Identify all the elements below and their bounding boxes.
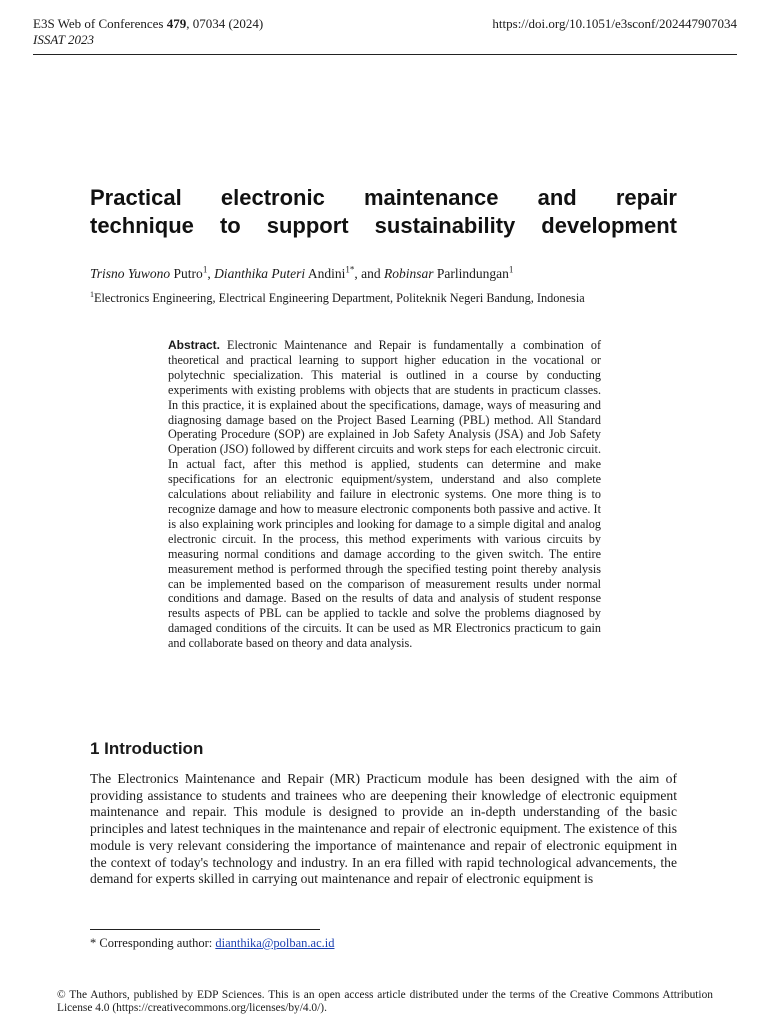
- doi-link[interactable]: https://doi.org/10.1051/e3sconf/202447907034: [492, 16, 737, 31]
- corresponding-author-footnote: [90, 935, 334, 951]
- conference-name: ISSAT 2023: [33, 32, 95, 47]
- journal-volume: 479: [166, 16, 187, 31]
- paper-title-line-2: technique to support sustainability development: [90, 213, 677, 238]
- author-separator: , and: [354, 266, 384, 281]
- author-3-given: Robinsar: [383, 266, 434, 281]
- author-3-affil-mark: 1: [508, 264, 514, 275]
- article-number: , 07034 (2024): [186, 16, 264, 31]
- introduction-paragraph: The Electronics Maintenance and Repair (MR) Practicum module has been designed with the aim of providing assistance to students and trainees who are deepening their knowledge of electronic equipment maintenance and repair. This module is designed to provide an in-depth understanding of the basic principles and latest techniques in the maintenance and repair of electronic equipment. The existence of this module is very relevant considering the importance of maintenance and repair of electronic equipment in the context of today's technology and industry. In an era filled with rapid technological advancements, the demand for experts skilled in carrying out maintenance and repair of electronic equipment is: [90, 771, 677, 887]
- footnote-label: * Corresponding author:: [90, 936, 216, 950]
- paper-title: [90, 184, 677, 240]
- author-1-family: Putro: [173, 266, 203, 281]
- journal-name: E3S Web of Conferences: [33, 16, 164, 31]
- abstract-label: Abstract.: [168, 338, 221, 352]
- author-list: [90, 265, 513, 283]
- author-3-family: Parlindungan: [436, 266, 509, 281]
- header-divider: [33, 54, 737, 55]
- author-2-family: Andini: [307, 266, 346, 281]
- paper-title-line-1: Practical electronic maintenance and repair: [90, 185, 677, 210]
- author-separator: ,: [207, 266, 215, 281]
- abstract: [168, 338, 601, 651]
- license-notice: © The Authors, published by EDP Sciences. This is an open access article distributed under the terms of the Creative Commons Attribution License 4.0 (https://creativecommons.org/licenses/by/4.0/).: [57, 989, 713, 1014]
- author-1-given: Trisno Yuwono: [90, 266, 171, 281]
- abstract-text: Electronic Maintenance and Repair is fundamentally a combination of theoretical and practical learning to support higher education in the vocational or polytechnic specialization. This material is outlined in a course by conducting experiments with existing problems with objects that are students in practicum classes. In this practice, it is explained about the specifications, damage, ways of measuring and diagnosing damage based on the Project Based Learning (PBL) method. All Standard Operating Procedure (SOP) are explained in Job Safety Analysis (JSA) and Job Safety Operation (JSO) followed by different circuits and work steps for each electronic circuit. In actual fact, after this method is applied, students can determine and make specifications for an electronic equipment/system, understand and also complete calculations about reliability and failure in electronic systems. One more thing is to recognize damage and how to measure electronic components both passive and active. It is also explaining work principles and looking for damage to a simple digital and analog electronic circuit. In the process, this method experiments with various circuits by measuring normal conditions and damage according to the given switch. The entire measurement method is performed through the specified testing point thereby analysis can be implemented based on the comparison of measurement results under normal conditions and damage. Based on the results of data and analysis of student response results aspects of PBL can be applied to tackle and solve the problems diagnosed by damaged conditions of the circuits. It can be used as MR Electronics practicum to gain and collaborate based on theory and data analysis.: [168, 338, 602, 651]
- author-1-affil-mark: 1: [202, 264, 208, 275]
- journal-citation: [33, 16, 263, 32]
- author-2-given: Dianthika Puteri: [214, 266, 306, 281]
- running-header-left: [33, 16, 263, 48]
- author-2-affil-mark: 1*: [345, 264, 355, 275]
- footnote-divider: [90, 929, 320, 930]
- corresponding-author-email-link[interactable]: dianthika@polban.ac.id: [215, 936, 335, 950]
- affiliation: [90, 290, 585, 306]
- affiliation-mark: 1: [90, 289, 94, 299]
- section-heading-introduction: 1 Introduction: [90, 739, 204, 758]
- affiliation-text: Electronics Engineering, Electrical Engineering Department, Politeknik Negeri Bandung, Indonesia: [94, 291, 585, 305]
